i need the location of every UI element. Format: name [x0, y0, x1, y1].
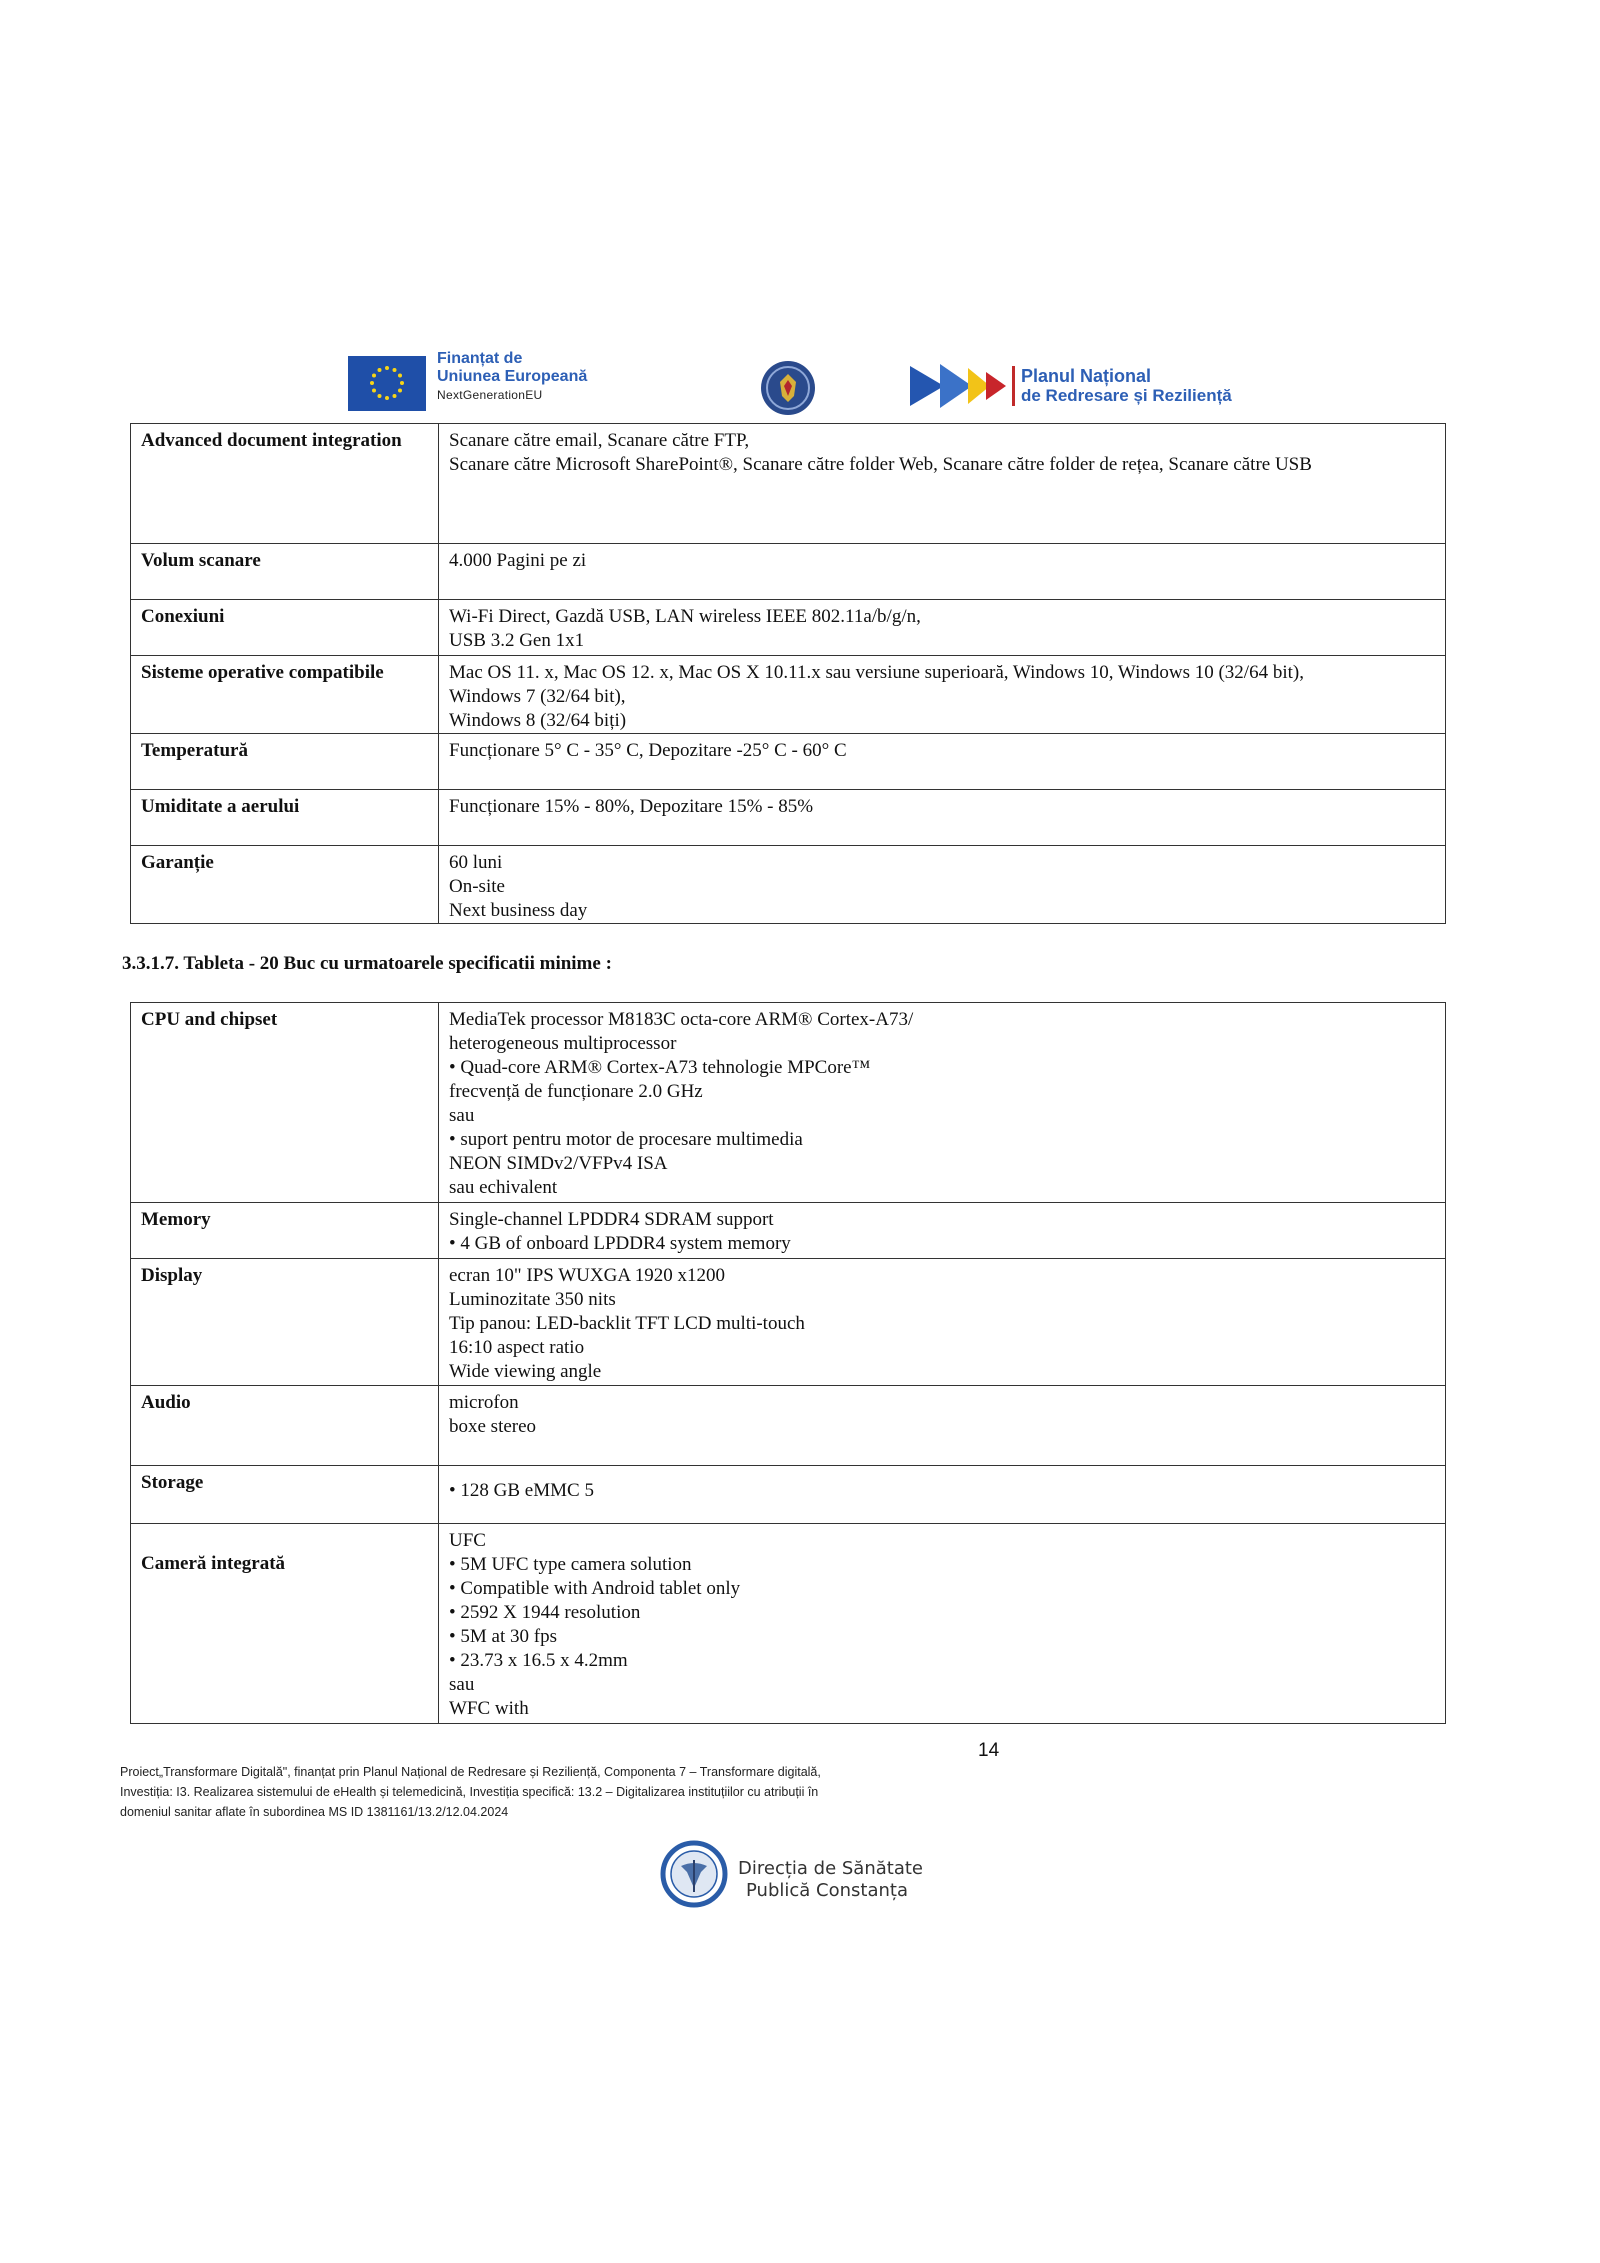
pnrr-line2: de Redresare și Reziliență — [1021, 386, 1232, 405]
page-number: 14 — [978, 1740, 1000, 1761]
spec-value — [439, 1386, 1446, 1466]
table-row — [131, 1203, 1446, 1259]
spec-line: Tip panou: LED-backlit TFT LCD multi-touch — [449, 1313, 805, 1334]
spec-line: • 4 GB of onboard LPDDR4 system memory — [449, 1233, 791, 1254]
dsp-constanta-logo-icon — [655, 1838, 733, 1908]
spec-value — [439, 656, 1446, 734]
spec-line: sau — [449, 1674, 475, 1695]
eu-line2: Uniunea Europeană — [437, 368, 588, 385]
spec-line: UFC — [449, 1530, 486, 1551]
spec-line: Windows 8 (32/64 biți) — [449, 710, 627, 731]
spec-value — [439, 1524, 1446, 1724]
table-row — [131, 544, 1446, 600]
spec-label: Umiditate a aerului — [131, 790, 439, 846]
spec-label: Conexiuni — [131, 600, 439, 656]
spec-line: On-site — [449, 876, 505, 897]
table-row — [131, 424, 1446, 544]
spec-line: microfon — [449, 1392, 519, 1413]
spec-value — [439, 1003, 1446, 1203]
table-row — [131, 1003, 1446, 1203]
spec-line: • Quad-core ARM® Cortex-A73 tehnologie MPCore™ — [449, 1057, 871, 1078]
spec-line: Luminozitate 350 nits — [449, 1289, 616, 1310]
table-row — [131, 1386, 1446, 1466]
spec-value — [439, 1466, 1446, 1524]
spec-label: Volum scanare — [131, 544, 439, 600]
spec-label: Sisteme operative compatibile — [131, 656, 439, 734]
eu-funding-text — [437, 350, 587, 404]
spec-label: Temperatură — [131, 734, 439, 790]
table-row — [131, 1259, 1446, 1386]
spec-value — [439, 1259, 1446, 1386]
table-row — [131, 600, 1446, 656]
spec-line: frecvență de funcționare 2.0 GHz — [449, 1081, 703, 1102]
spec-line: • 2592 X 1944 resolution — [449, 1602, 641, 1623]
header-logos — [0, 350, 1600, 420]
printer-spec-table — [130, 423, 1446, 924]
spec-line: boxe stereo — [449, 1416, 537, 1437]
spec-line: WFC with — [449, 1698, 529, 1719]
romanian-government-seal-icon — [760, 360, 816, 416]
dsp-line1: Direcția de Sănătate — [738, 1858, 923, 1879]
spec-value — [439, 1203, 1446, 1259]
pnrr-text — [1012, 366, 1232, 406]
spec-label: Audio — [131, 1386, 439, 1466]
spec-line: ecran 10" IPS WUXGA 1920 x1200 — [449, 1265, 726, 1286]
table-row — [131, 846, 1446, 924]
spec-line: sau echivalent — [449, 1177, 558, 1198]
spec-label: CPU and chipset — [131, 1003, 439, 1203]
footer-project-text — [120, 1762, 1000, 1822]
spec-line: Scanare către email, Scanare către FTP, — [449, 430, 750, 451]
dsp-constanta-text — [738, 1858, 923, 1902]
tablet-spec-table — [130, 1002, 1446, 1724]
footer-line1: Proiect„Transformare Digitală", finanțat prin Planul Național de Redresare și Reziliență, Componenta 7 – Transformare digitală, — [120, 1765, 821, 1779]
table-row — [131, 1466, 1446, 1524]
spec-line: Wi-Fi Direct, Gazdă USB, LAN wireless IEEE 802.11a/b/g/n, — [449, 606, 921, 627]
spec-line: USB 3.2 Gen 1x1 — [449, 630, 585, 651]
spec-line: Windows 7 (32/64 bit), — [449, 686, 626, 707]
spec-value — [439, 544, 1446, 600]
table-row — [131, 734, 1446, 790]
spec-line: • 23.73 x 16.5 x 4.2mm — [449, 1650, 628, 1671]
table-row — [131, 1524, 1446, 1724]
dsp-line2: Publică Constanța — [746, 1880, 908, 1901]
pnrr-arrows-icon — [910, 360, 1010, 412]
spec-label: Memory — [131, 1203, 439, 1259]
spec-value — [439, 734, 1446, 790]
spec-line: 16:10 aspect ratio — [449, 1337, 585, 1358]
eu-flag-icon — [348, 356, 426, 411]
spec-label: Display — [131, 1259, 439, 1386]
spec-line: heterogeneous multiprocessor — [449, 1033, 677, 1054]
footer-line2: Investiția: I3. Realizarea sistemului de eHealth și telemedicină, Investiția specifică: 13.2 – Digitalizarea instituțiilor cu atribuții în — [120, 1785, 819, 1799]
spec-line: Funcționare 15% - 80%, Depozitare 15% - 85% — [449, 796, 814, 817]
footer-line3: domeniul sanitar aflate în subordinea MS ID 1381161/13.2/12.04.2024 — [120, 1805, 509, 1819]
spec-line: Scanare către Microsoft SharePoint®, Scanare către folder Web, Scanare către folder de rețea, Scanare către USB — [449, 454, 1312, 475]
spec-line: Funcționare 5° C - 35° C, Depozitare -25° C - 60° C — [449, 740, 847, 761]
spec-line: • Compatible with Android tablet only — [449, 1578, 741, 1599]
spec-line: Wide viewing angle — [449, 1361, 602, 1382]
spec-line: NEON SIMDv2/VFPv4 ISA — [449, 1153, 668, 1174]
spec-value — [439, 790, 1446, 846]
spec-value — [439, 846, 1446, 924]
spec-line: • 5M UFC type camera solution — [449, 1554, 692, 1575]
section-title: 3.3.1.7. Tableta - 20 Buc cu urmatoarele specificatii minime : — [122, 953, 612, 974]
spec-label: Storage — [131, 1466, 439, 1524]
pnrr-line1: Planul Național — [1021, 366, 1152, 386]
table-row — [131, 656, 1446, 734]
eu-line1: Finanțat de — [437, 350, 523, 367]
spec-label: Garanție — [131, 846, 439, 924]
spec-line: Next business day — [449, 900, 588, 921]
spec-line: • suport pentru motor de procesare multimedia — [449, 1129, 803, 1150]
table-row — [131, 790, 1446, 846]
spec-label: Advanced document integration — [131, 424, 439, 544]
spec-label: Cameră integrată — [131, 1524, 439, 1724]
spec-line: sau — [449, 1105, 475, 1126]
spec-line: Single-channel LPDDR4 SDRAM support — [449, 1209, 774, 1230]
spec-line: 4.000 Pagini pe zi — [449, 550, 587, 571]
spec-line: 60 luni — [449, 852, 503, 873]
spec-value — [439, 600, 1446, 656]
spec-line: • 5M at 30 fps — [449, 1626, 557, 1647]
eu-line3: NextGenerationEU — [437, 388, 543, 402]
spec-line: MediaTek processor M8183C octa-core ARM® Cortex-A73/ — [449, 1009, 914, 1030]
spec-value — [439, 424, 1446, 544]
spec-line: Mac OS 11. x, Mac OS 12. x, Mac OS X 10.11.x sau versiune superioară, Windows 10, Windows 10 (32/64 bit), — [449, 662, 1304, 683]
spec-line: • 128 GB eMMC 5 — [449, 1480, 594, 1501]
